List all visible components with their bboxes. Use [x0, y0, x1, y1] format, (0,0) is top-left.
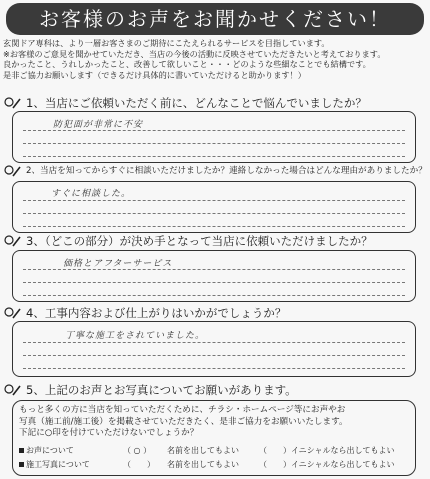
question-4-text: 4、工事内容および仕上がりはいかがでしょうか？ — [26, 306, 287, 320]
answer-box-4 — [12, 321, 416, 377]
row-option-initial: イニシャルなら出してもよい — [291, 446, 395, 455]
row-mark[interactable]: （ ） — [123, 460, 155, 469]
answer-box-3 — [12, 250, 416, 302]
question-3-text: 3、（どこの部分）が決め手となって当店に依頼いただけましたか？ — [26, 234, 373, 248]
question-1 — [4, 95, 428, 130]
answer-box-2 — [12, 181, 416, 233]
pencil-icon — [4, 95, 22, 111]
consent-line: 写真（施工前/施工後）を掲載させていただきたく、是非ご協力をお願いいたします。 — [19, 416, 348, 427]
row-option-name: 名前を出してもよい — [167, 460, 239, 469]
answer-1-text: 防犯面が非常に不安 — [53, 120, 144, 130]
pencil-icon — [4, 305, 22, 321]
consent-line: 下記に○印を付けていただけないでしょうか？ — [19, 428, 199, 438]
consent-box — [12, 400, 416, 476]
question-5 — [4, 382, 428, 398]
intro-line: 良かったこと、うれしかったこと、改善して欲しいこと・・・どのような些細なことでも結構です。 — [3, 59, 371, 70]
question-3 — [4, 233, 428, 269]
banner-title: お客様のお声をお聞かせください！ — [39, 7, 391, 31]
answer-3-text: 価格とアフターサービス — [63, 259, 173, 269]
row-label: お声について — [26, 446, 74, 455]
intro-text — [3, 38, 427, 80]
pencil-icon — [4, 233, 22, 249]
question-1-text: 1、当店にご依頼いただく前に、どんなことで悩んでいましたか？ — [26, 96, 367, 110]
pencil-icon — [4, 382, 22, 398]
row-label: 施工写真について — [26, 460, 90, 469]
row-option-initial: イニシャルなら出してもよい — [291, 460, 395, 469]
answer-2-text: すぐに相談した。 — [51, 189, 132, 199]
consent-line: もっと多くの方に当店を知っていただくために、チラシ・ホームページ等にお声やお — [19, 405, 346, 415]
question-4 — [4, 305, 428, 341]
question-2-text: 2、当店を知ってからすぐに相談いただけましたか？連絡しなかった場合はどんな理由がありましたか？ — [26, 166, 427, 176]
answer-box-1 — [12, 111, 416, 163]
row-mark[interactable]: （ ○ ） — [123, 446, 152, 455]
pencil-icon — [4, 163, 22, 179]
row-paren[interactable]: （ ） — [259, 460, 291, 469]
row-option-name: 名前を出してもよい — [167, 446, 239, 455]
page-banner — [6, 3, 424, 35]
intro-line: 玄関ドア専科は、より一層お客さまのご期待にこたえられるサービスを目指しています。 — [3, 38, 330, 48]
answer-4-text: 丁寧な施工をされていました。 — [65, 331, 206, 341]
question-5-text: 5、上記のお声とお写真についてお願いがあります。 — [26, 383, 297, 397]
intro-line: 是非ご協力お願いします（できるだけ具体的に書いていただけると助かります！） — [3, 69, 306, 80]
question-2 — [4, 163, 428, 199]
row-paren[interactable]: （ ） — [259, 446, 291, 455]
intro-line: ※お客様のご意見を聞かせていただき、当店の今後の活動に反映させていただきたいと考えております。 — [3, 48, 386, 59]
